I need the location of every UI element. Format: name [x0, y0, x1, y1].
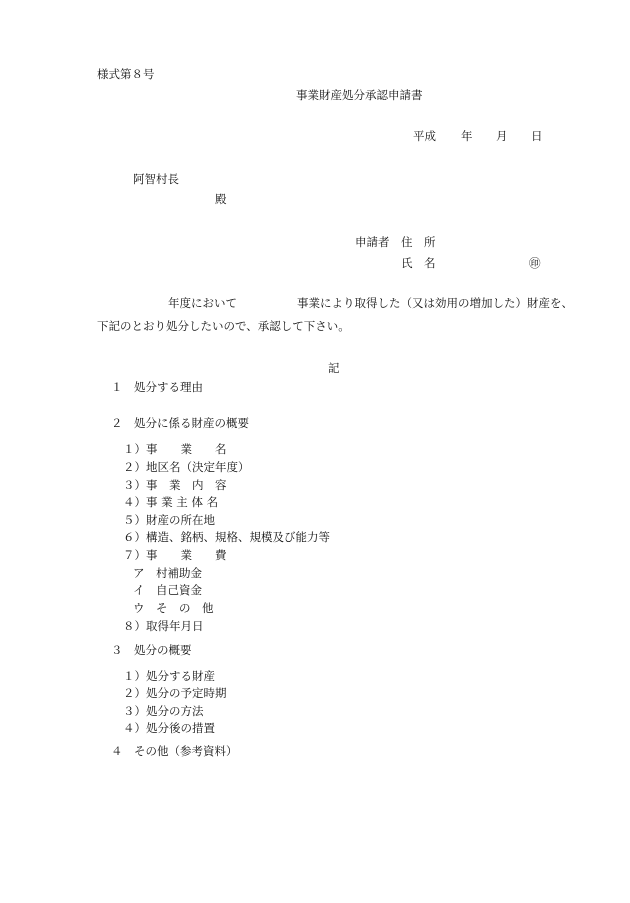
applicant-label: 申請者	[355, 235, 390, 249]
list-item: ４）処分後の措置	[123, 721, 215, 735]
sub-item: イ 自己資金	[133, 583, 202, 597]
list-item: ６）構造、銘柄、規格、規模及び能力等	[123, 530, 330, 544]
list-item: ８）取得年月日	[123, 619, 204, 633]
list-item: １）事 業 名	[123, 442, 227, 456]
section-3-heading: ３ 処分の概要	[111, 643, 192, 657]
addressee-name: 阿智村長	[133, 172, 179, 186]
form-number: 様式第８号	[97, 67, 155, 81]
body-text-request: 下記のとおり処分したいので、承認して下さい。	[97, 319, 350, 333]
list-item: ５）財産の所在地	[123, 513, 215, 527]
applicant-address-label: 住 所	[401, 235, 436, 249]
date-year: 年	[461, 129, 473, 143]
date-era: 平成	[413, 129, 436, 143]
sub-item: ア 村補助金	[133, 566, 202, 580]
list-item: ３）処分の方法	[123, 704, 204, 718]
list-item: ３）事 業 内 容	[123, 478, 227, 492]
body-text-year: 年度において	[168, 296, 237, 310]
list-item: ４）事 業 主 体 名	[123, 495, 219, 509]
addressee-honorific: 殿	[215, 192, 227, 206]
seal-mark: ㊞	[529, 256, 541, 270]
list-item: ２）地区名（決定年度）	[123, 460, 250, 474]
list-item: ２）処分の予定時期	[123, 686, 227, 700]
list-item: １）処分する財産	[123, 669, 215, 683]
section-1-heading: １ 処分する理由	[111, 380, 203, 394]
document-title: 事業財産処分承認申請書	[296, 88, 423, 102]
sub-item: ウ そ の 他	[133, 601, 214, 615]
section-4-heading: ４ その他（参考資料）	[111, 744, 238, 758]
body-text-project: 事業により取得した（又は効用の増加した）財産を、	[297, 296, 573, 310]
list-item: ７）事 業 費	[123, 548, 227, 562]
record-label: 記	[328, 361, 340, 375]
applicant-name-label: 氏 名	[401, 256, 436, 270]
date-month: 月	[496, 129, 508, 143]
date-day: 日	[531, 129, 543, 143]
section-2-heading: ２ 処分に係る財産の概要	[111, 416, 249, 430]
